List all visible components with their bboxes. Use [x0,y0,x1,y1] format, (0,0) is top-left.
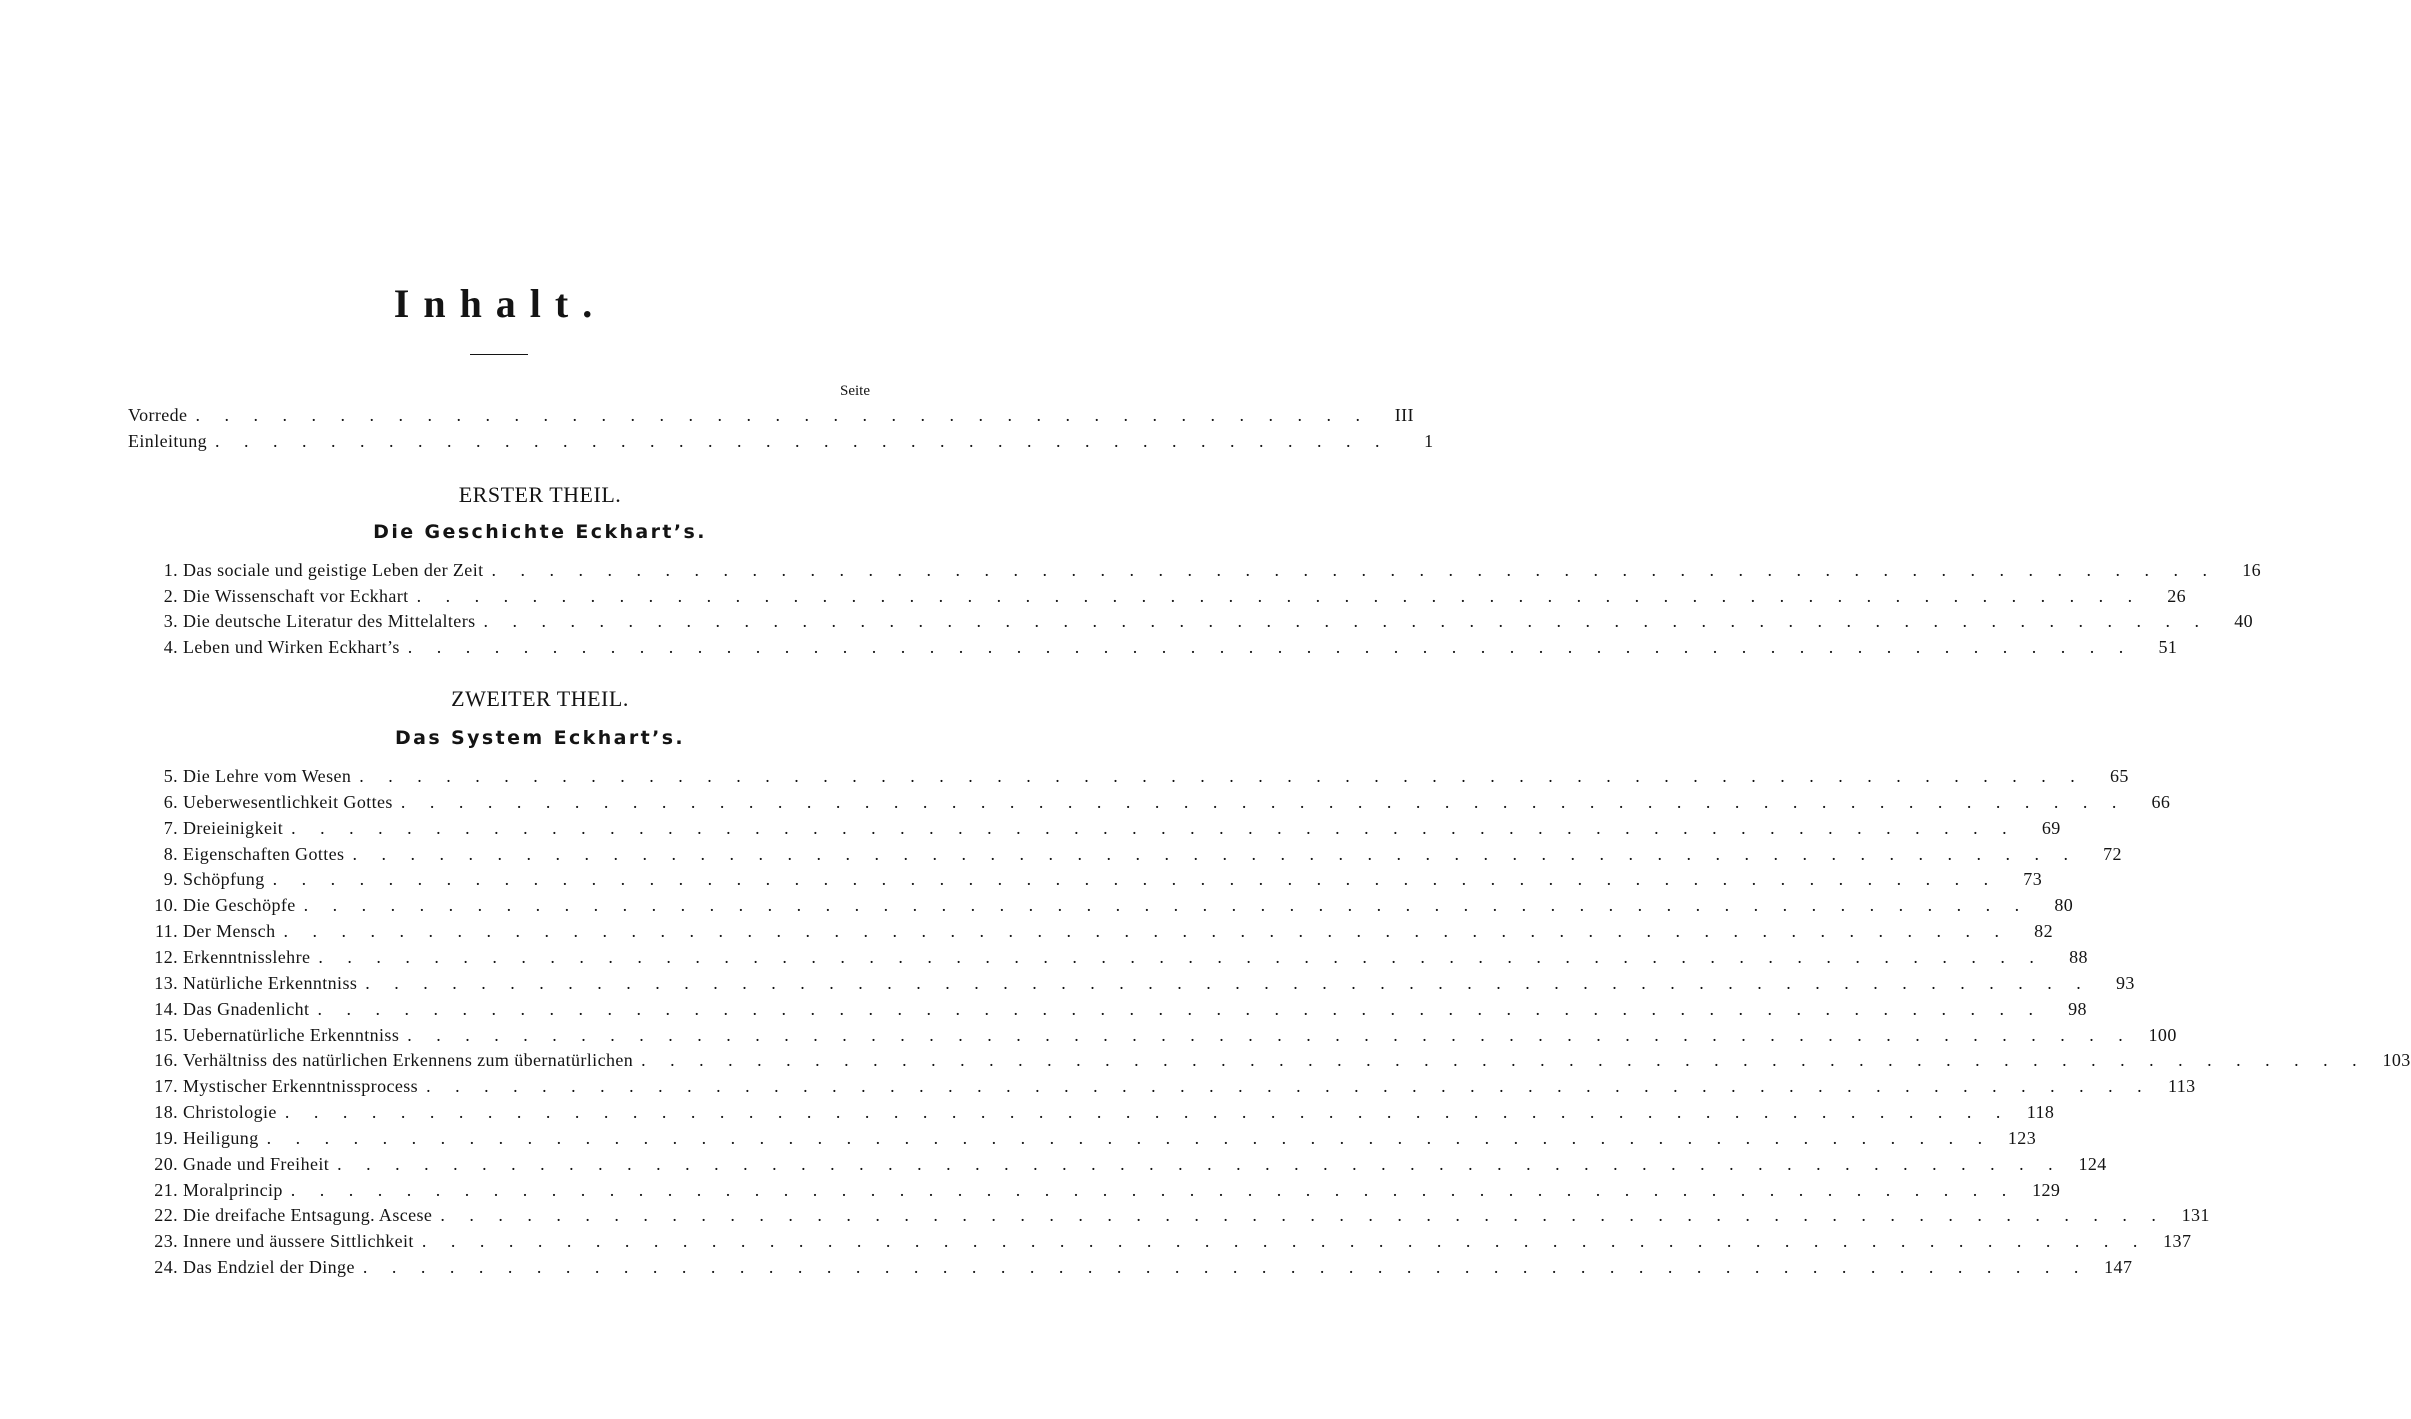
toc-chapter-row[interactable] [120,1047,2411,1073]
chapter-page-number: 147 [2104,1257,2133,1278]
chapter-number: 12. [154,946,178,967]
dot-leader: . . . . . . . . . . . . . . . . . . . . . . . . . . . . . . . . . . . . . . . . . . . . . . . . . . . . . . . . . . . . [272,869,1999,890]
dot-leader: . . . . . . . . . . . . . . . . . . . . . . . . . . . . . . . . . . . . . . . . . . . . . . . . . . . . . . . . . . . . [284,1102,2011,1123]
toc-entry-label: Einleitung [128,431,207,451]
chapter-title: Ueberwesentlichkeit Gottes [183,791,393,812]
dot-leader: . . . . . . . . . . . . . . . . . . . . . . . . . . . . . . . . . . . . . . . . . . . . . . . . . . . . . . . . . . . . [283,921,2009,942]
toc-chapter-row[interactable] [120,918,2053,944]
chapter-title: Die Lehre vom Wesen [183,766,352,786]
toc-chapter-row[interactable] [120,1228,2192,1254]
chapter-title: Das Gnadenlicht [183,998,310,1019]
chapter-number: 19. [154,1127,178,1148]
chapter-title: Das sociale und geistige Leben der Zeit [183,560,484,580]
dot-leader: . . . . . . . . . . . . . . . . . . . . . . . . . . . . . . . . . . . . . . . . . . . . . . . . . . . . . . . . . . . . [407,1024,2133,1045]
toc-entry-page: III [1394,405,1414,425]
dot-leader: . . . . . . . . . . . . . . . . . . . . . . . . . . . . . . . . . . . . . . . . . . . . . . . . . . . . . . . . . . . . [416,585,2143,606]
toc-chapter-row[interactable] [120,866,2043,892]
chapter-page-number: 65 [2109,766,2129,786]
dot-leader: . . . . . . . . . . . . . . . . . . . . . . . . . . . . . . . . . . . . . . . . . . . . . . . . . . . . . . . . . . . . [641,1050,2367,1071]
chapter-number: 13. [154,972,178,993]
chapter-title: Das Endziel der Dinge [183,1257,355,1278]
chapter-page-number: 16 [2242,560,2261,580]
toc-chapter-row[interactable] [120,1151,2107,1177]
chapter-number: 7. [163,817,178,838]
chapter-number: 18. [154,1102,178,1123]
dot-leader: . . . . . . . . . . . . . . . . . . . . . . . . . . . . . . . . . . . . . . . . . . . . . . . . . . . . . . . . . . . . [291,817,2017,838]
dot-leader: . . . . . . . . . . . . . . . . . . . . . . . . . . . . . . . . . . . . . . . . . . . . . . . . . . . . . . . . . . . . [362,1257,2089,1278]
toc-chapter-row[interactable] [120,1177,2061,1203]
chapter-number: 3. [163,611,178,632]
chapter-title: Christologie [183,1102,277,1123]
dot-leader: . . . . . . . . . . . . . . . . . . . . . . . . . . . . . . . . . . . . . . . . . . . . . . . . . . . . . . . . . . . . [317,998,2043,1019]
part-heading: ZWEITER THEIL. [451,686,629,711]
chapter-number: 6. [163,791,178,812]
chapter-page-number: 123 [2007,1127,2037,1148]
part-subtitle: Die Geschichte Eckhart’s. [373,521,707,543]
chapter-title: Eigenschaften Gottes [183,843,345,864]
toc-chapter-row[interactable] [120,1022,2177,1048]
title-divider [470,354,528,355]
chapter-title: Moralprincip [183,1179,283,1200]
chapter-number: 14. [154,998,178,1019]
toc-entry-label: Vorrede [128,405,188,425]
toc-chapter-row[interactable] [120,634,2178,660]
chapter-page-number: 82 [2034,921,2053,942]
chapter-page-number: 73 [2023,869,2043,890]
toc-chapter-row[interactable] [120,841,2122,867]
toc-chapter-row[interactable] [120,1099,2055,1125]
chapter-page-number: 124 [2078,1153,2107,1174]
dot-leader: . . . . . . . . . . . . . . . . . . . . . . . . . . . . . . . . . . . . . . . . . . . . . . . . . . . . . . . . . . . . [266,1127,1993,1148]
chapter-title: Uebernatürliche Erkenntniss [183,1024,400,1045]
page-title: Inhalt. [393,281,607,326]
dot-leader: . . . . . . . . . . . . . . . . . . . . . . . . . . . . . . . . . . . . . . . . . . . . . . . . . . . . . . . . . . . . [440,1205,2166,1226]
chapter-number: 15. [154,1024,178,1045]
chapter-number: 5. [163,766,178,786]
toc-chapter-row[interactable] [120,789,2171,815]
chapter-title: Der Mensch [183,921,276,942]
toc-chapter-row[interactable] [120,1202,2210,1228]
chapter-page-number: 129 [2032,1179,2061,1200]
toc-chapter-row[interactable] [120,583,2187,609]
chapter-title: Schöpfung [183,869,265,890]
chapter-title: Heiligung [183,1127,259,1148]
chapter-number: 8. [163,843,178,864]
dot-leader: . . . . . . . . . . . . . . . . . . . . . . . . . . . . . . . . . . . . . . . . . . . . . . . . . . . . . . . . . . . . [491,560,2217,580]
chapter-page-number: 93 [2115,972,2135,993]
chapter-number: 17. [154,1076,178,1097]
chapter-page-number: 51 [2158,637,2178,658]
dot-leader: . . . . . . . . . . . . . . . . . . . . . . . . . . . . . . . . . . . . . . . . . . . . . . . . . . . . . . . . . . . . [426,1076,2152,1097]
chapter-number: 1. [163,560,178,580]
chapter-page-number: 88 [2069,946,2088,967]
chapter-page-number: 98 [2068,998,2087,1019]
dot-leader: . . . . . . . . . . . . . . . . . . . . . . . . . . . . . . . . . . . . . . . . . . . . . . . . . . . . . . . . . . . . [352,843,2078,864]
chapter-title: Mystischer Erkenntnissprocess [183,1076,419,1097]
toc-chapter-row[interactable] [120,557,2261,583]
toc-entry-einleitung[interactable] [128,428,1434,454]
dot-leader: . . . . . . . . . . . . . . . . . . . . . . . . . . . . . . . . . . . . . . . . . . . . . . . . . . . . . . . . . . . . [483,611,2209,632]
toc-chapter-row[interactable] [120,763,2129,789]
dot-leader: . . . . . . . . . . . . . . . . . . . . . . . . . . . . . . . . . . . . . . . . . [215,431,1390,451]
chapter-page-number: 40 [2234,611,2253,632]
toc-chapter-row[interactable] [120,1125,2037,1151]
chapter-page-number: 66 [2151,791,2171,812]
chapter-page-number: 100 [2148,1024,2177,1045]
chapter-title: Die deutsche Literatur des Mittelalters [183,611,476,632]
chapter-number: 22. [154,1205,178,1226]
chapter-title: Leben und Wirken Eckhart’s [183,637,400,658]
toc-entry-vorrede[interactable] [128,402,1414,428]
toc-chapter-row[interactable] [120,1254,2133,1280]
dot-leader: . . . . . . . . . . . . . . . . . . . . . . . . . . . . . . . . . . . . . . . . . [195,405,1370,425]
toc-chapter-row[interactable] [120,1073,2196,1099]
part-subtitle: Das System Eckhart’s. [394,727,686,749]
toc-chapter-row[interactable] [120,608,2253,634]
chapter-title: Innere und äussere Sittlichkeit [183,1231,414,1252]
chapter-number: 24. [154,1257,178,1278]
chapter-title: Gnade und Freiheit [183,1153,330,1174]
chapter-title: Natürliche Erkenntniss [183,972,358,993]
chapter-number: 9. [163,869,178,890]
part-heading: ERSTER THEIL. [458,482,622,507]
chapter-page-number: 118 [2026,1102,2055,1123]
toc-chapter-row[interactable] [120,944,2088,970]
chapter-page-number: 69 [2041,817,2061,838]
toc-chapter-row[interactable] [120,970,2135,996]
chapter-title: Die Wissenschaft vor Eckhart [183,585,409,606]
toc-chapter-row[interactable] [120,815,2061,841]
chapter-number: 11. [154,921,178,942]
toc-chapter-row[interactable] [120,996,2087,1022]
chapter-number: 2. [163,585,178,606]
chapter-title: Dreieinigkeit [183,817,284,838]
chapter-number: 10. [154,895,178,916]
dot-leader: . . . . . . . . . . . . . . . . . . . . . . . . . . . . . . . . . . . . . . . . . . . . . . . . . . . . . . . . . . . . [400,791,2127,812]
dot-leader: . . . . . . . . . . . . . . . . . . . . . . . . . . . . . . . . . . . . . . . . . . . . . . . . . . . . . . . . . . . . [290,1179,2017,1200]
chapter-title: Erkenntnisslehre [183,946,311,967]
chapter-page-number: 103 [2382,1050,2411,1071]
chapter-number: 4. [163,637,178,658]
toc-entry-page: 1 [1424,431,1434,451]
dot-leader: . . . . . . . . . . . . . . . . . . . . . . . . . . . . . . . . . . . . . . . . . . . . . . . . . . . . . . . . . . . . [365,972,2091,993]
chapter-number: 23. [154,1231,178,1252]
dot-leader: . . . . . . . . . . . . . . . . . . . . . . . . . . . . . . . . . . . . . . . . . . . . . . . . . . . . . . . . . . . . [407,637,2134,658]
chapter-title: Die Geschöpfe [183,895,296,916]
chapter-number: 20. [154,1153,178,1174]
dot-leader: . . . . . . . . . . . . . . . . . . . . . . . . . . . . . . . . . . . . . . . . . . . . . . . . . . . . . . . . . . . . [318,946,2044,967]
dot-leader: . . . . . . . . . . . . . . . . . . . . . . . . . . . . . . . . . . . . . . . . . . . . . . . . . . . . . . . . . . . . [359,766,2085,786]
dot-leader: . . . . . . . . . . . . . . . . . . . . . . . . . . . . . . . . . . . . . . . . . . . . . . . . . . . . . . . . . . . . [421,1231,2148,1252]
page-column-label: Seite [840,383,870,399]
chapter-page-number: 131 [2181,1205,2210,1226]
chapter-page-number: 137 [2163,1231,2192,1252]
chapter-number: 21. [154,1179,178,1200]
chapter-page-number: 26 [2167,585,2187,606]
chapter-title: Verhältniss des natürlichen Erkennens zum übernatürlichen [183,1050,634,1071]
chapter-page-number: 113 [2168,1076,2196,1097]
chapter-number: 16. [154,1050,178,1071]
dot-leader: . . . . . . . . . . . . . . . . . . . . . . . . . . . . . . . . . . . . . . . . . . . . . . . . . . . . . . . . . . . . [337,1153,2063,1174]
toc-chapter-row[interactable] [120,892,2074,918]
chapter-page-number: 72 [2103,843,2122,864]
chapter-title: Die dreifache Entsagung. Ascese [183,1205,433,1226]
dot-leader: . . . . . . . . . . . . . . . . . . . . . . . . . . . . . . . . . . . . . . . . . . . . . . . . . . . . . . . . . . . . [303,895,2030,916]
chapter-page-number: 80 [2054,895,2074,916]
